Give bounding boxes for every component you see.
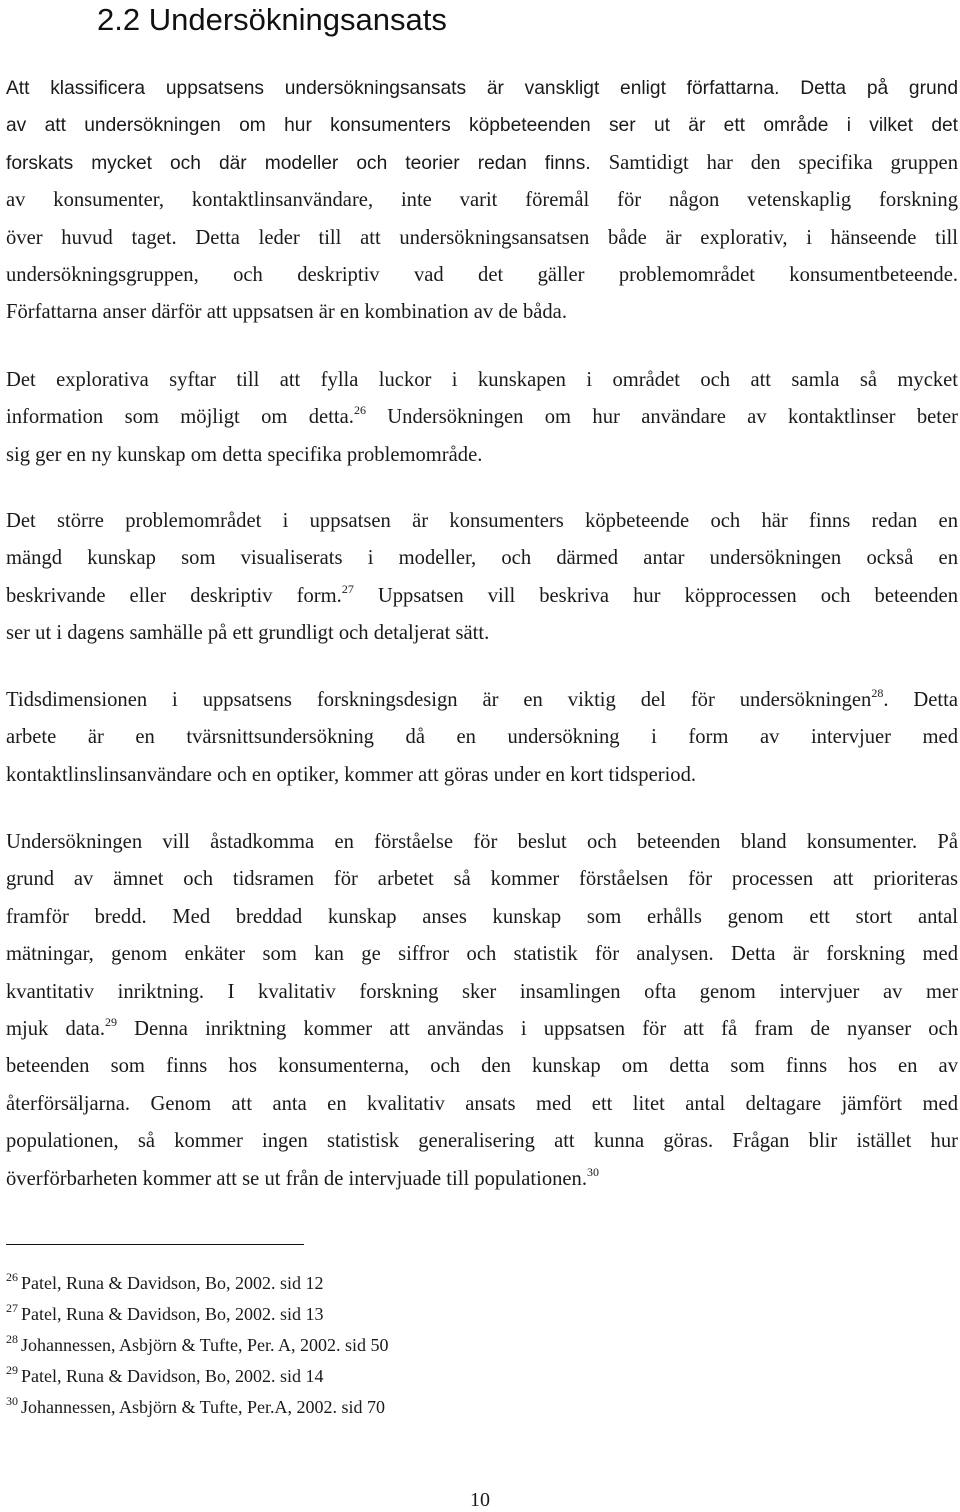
text-line	[6, 182, 958, 219]
text-run: forskats mycket och där modeller och teorier redan finns.	[6, 152, 609, 174]
text-run: av konsumenter, kontaktlinsanvändare, inte varit föremål för någon vetenskaplig forskning	[6, 189, 958, 212]
text-run: Det explorativa syftar till att fylla luckor i kunskapen i området och att samla så mycket	[6, 369, 958, 391]
footnote-number: 27	[6, 1301, 18, 1315]
text-line	[6, 1161, 958, 1198]
text-line	[6, 70, 958, 107]
text-line	[6, 899, 958, 936]
text-line	[6, 682, 958, 719]
text-run: mjuk data.	[6, 1017, 105, 1040]
text-line	[6, 294, 958, 331]
footnote-number: 29	[6, 1363, 18, 1377]
paragraph-1	[6, 70, 958, 332]
text-line	[6, 1086, 958, 1123]
footnote-text: Patel, Runa & Davidson, Bo, 2002. sid 14	[21, 1366, 324, 1386]
text-run: Uppsatsen vill beskriva hur köpprocessen och beteenden	[353, 584, 958, 607]
text-run: Samtidigt har den specifika gruppen	[608, 151, 958, 174]
text-line	[6, 362, 958, 399]
footnote-number: 28	[6, 1332, 18, 1346]
footnote-reference: 27	[341, 581, 354, 596]
text-run: undersökningsgruppen, och deskriptiv vad det gäller problemområdet konsumentbeteende.	[6, 263, 958, 286]
footnote	[6, 1299, 389, 1330]
text-line	[6, 578, 958, 615]
footnote	[6, 1392, 389, 1423]
paragraph-3	[6, 503, 958, 653]
text-line	[6, 399, 958, 436]
paragraph-5	[6, 824, 958, 1198]
footnote-text: Patel, Runa & Davidson, Bo, 2002. sid 13	[21, 1304, 324, 1324]
footnote-text: Patel, Runa & Davidson, Bo, 2002. sid 12	[21, 1273, 324, 1293]
text-line	[6, 107, 958, 144]
text-run: . Detta	[883, 689, 958, 711]
footnote-number: 26	[6, 1270, 18, 1284]
text-run: mängd kunskap som visualiserats i modeller, och därmed antar undersökningen också en	[6, 547, 958, 570]
text-run: Denna inriktning kommer att användas i uppsatsen för att få fram de nyanser och	[116, 1017, 958, 1040]
text-run: kontaktlinslinsanvändare och en optiker, kommer att göras under en kort tidsperiod.	[6, 763, 697, 786]
text-run: kvantitativ inriktning. I kvalitativ forskning sker insamlingen ofta genom intervjuer av mer	[6, 980, 958, 1003]
text-run: Undersökningen vill åstadkomma en förståelse för beslut och beteenden bland konsumenter. På	[6, 831, 958, 853]
footnote-reference: 29	[104, 1014, 117, 1029]
text-line	[6, 824, 958, 861]
footnote-text: Johannessen, Asbjörn & Tufte, Per. A, 2002. sid 50	[21, 1335, 389, 1355]
text-line	[6, 1123, 958, 1160]
footnote-text: Johannessen, Asbjörn & Tufte, Per.A, 2002. sid 70	[21, 1397, 386, 1417]
text-line	[6, 503, 958, 540]
text-line	[6, 540, 958, 577]
text-run: grund av ämnet och tidsramen för arbetet så kommer förståelsen för processen att prioriteras	[6, 868, 958, 891]
footnote	[6, 1361, 389, 1392]
footnote-list	[6, 1268, 389, 1423]
footnote-reference: 26	[353, 403, 366, 418]
text-line	[6, 220, 958, 257]
text-line	[6, 1011, 958, 1048]
footnote-separator	[6, 1244, 304, 1245]
paragraph-2	[6, 362, 958, 474]
text-line	[6, 861, 958, 898]
text-line	[6, 757, 958, 794]
text-line	[6, 437, 958, 474]
footnote-reference: 28	[871, 686, 884, 700]
footnote-number: 30	[6, 1394, 18, 1408]
footnote-reference: 30	[587, 1164, 599, 1179]
text-line	[6, 719, 958, 756]
text-line	[6, 257, 958, 294]
footnote	[6, 1268, 389, 1299]
text-run: överförbarheten kommer att se ut från de intervjuade till populationen.	[6, 1167, 587, 1190]
text-run: information som möjligt om detta.	[6, 406, 354, 429]
text-run: av att undersökningen om hur konsumenters köpbeteenden ser ut är ett område i vilket det	[6, 115, 958, 137]
text-run: mätningar, genom enkäter som kan ge siffror och statistik för analysen. Detta är forskning med	[6, 943, 958, 966]
text-run: ser ut i dagens samhälle på ett grundligt och detaljerat sätt.	[6, 622, 490, 645]
text-line	[6, 145, 958, 182]
text-run: Att klassificera uppsatsens undersökningsansats är vanskligt enligt författarna. Detta på grund	[6, 78, 958, 99]
page-number: 10	[470, 1489, 490, 1511]
section-heading: 2.2 Undersökningsansats	[97, 2, 447, 37]
text-run: Undersökningen om hur användare av kontaktlinser beter	[365, 406, 958, 429]
text-run: över huvud taget. Detta leder till att undersökningsansatsen både är explorativ, i hänseende till	[6, 226, 958, 249]
text-run: Författarna anser därför att uppsatsen är en kombination av de båda.	[6, 301, 567, 324]
text-run: Tidsdimensionen i uppsatsens forskningsdesign är en viktig del för undersökningen	[6, 689, 872, 711]
text-run: Det större problemområdet i uppsatsen är konsumenters köpbeteende och här finns redan en	[6, 510, 958, 532]
paragraph-4	[6, 682, 958, 794]
text-run: framför bredd. Med breddad kunskap anses kunskap som erhålls genom ett stort antal	[6, 905, 958, 928]
text-run: återförsäljarna. Genom att anta en kvalitativ ansats med ett litet antal deltagare jämfört med	[6, 1092, 958, 1115]
footnote	[6, 1330, 389, 1361]
text-line	[6, 1048, 958, 1085]
text-line	[6, 974, 958, 1011]
text-line	[6, 936, 958, 973]
text-run: beteenden som finns hos konsumenterna, och den kunskap om detta som finns hos en av	[6, 1055, 958, 1078]
text-run: beskrivande eller deskriptiv form.	[6, 584, 342, 607]
text-run: populationen, så kommer ingen statistisk generalisering att kunna göras. Frågan blir istället hur	[6, 1130, 958, 1153]
text-run: arbete är en tvärsnittsundersökning då en undersökning i form av intervjuer med	[6, 726, 958, 749]
text-line	[6, 615, 958, 652]
text-run: sig ger en ny kunskap om detta specifika problemområde.	[6, 443, 483, 466]
